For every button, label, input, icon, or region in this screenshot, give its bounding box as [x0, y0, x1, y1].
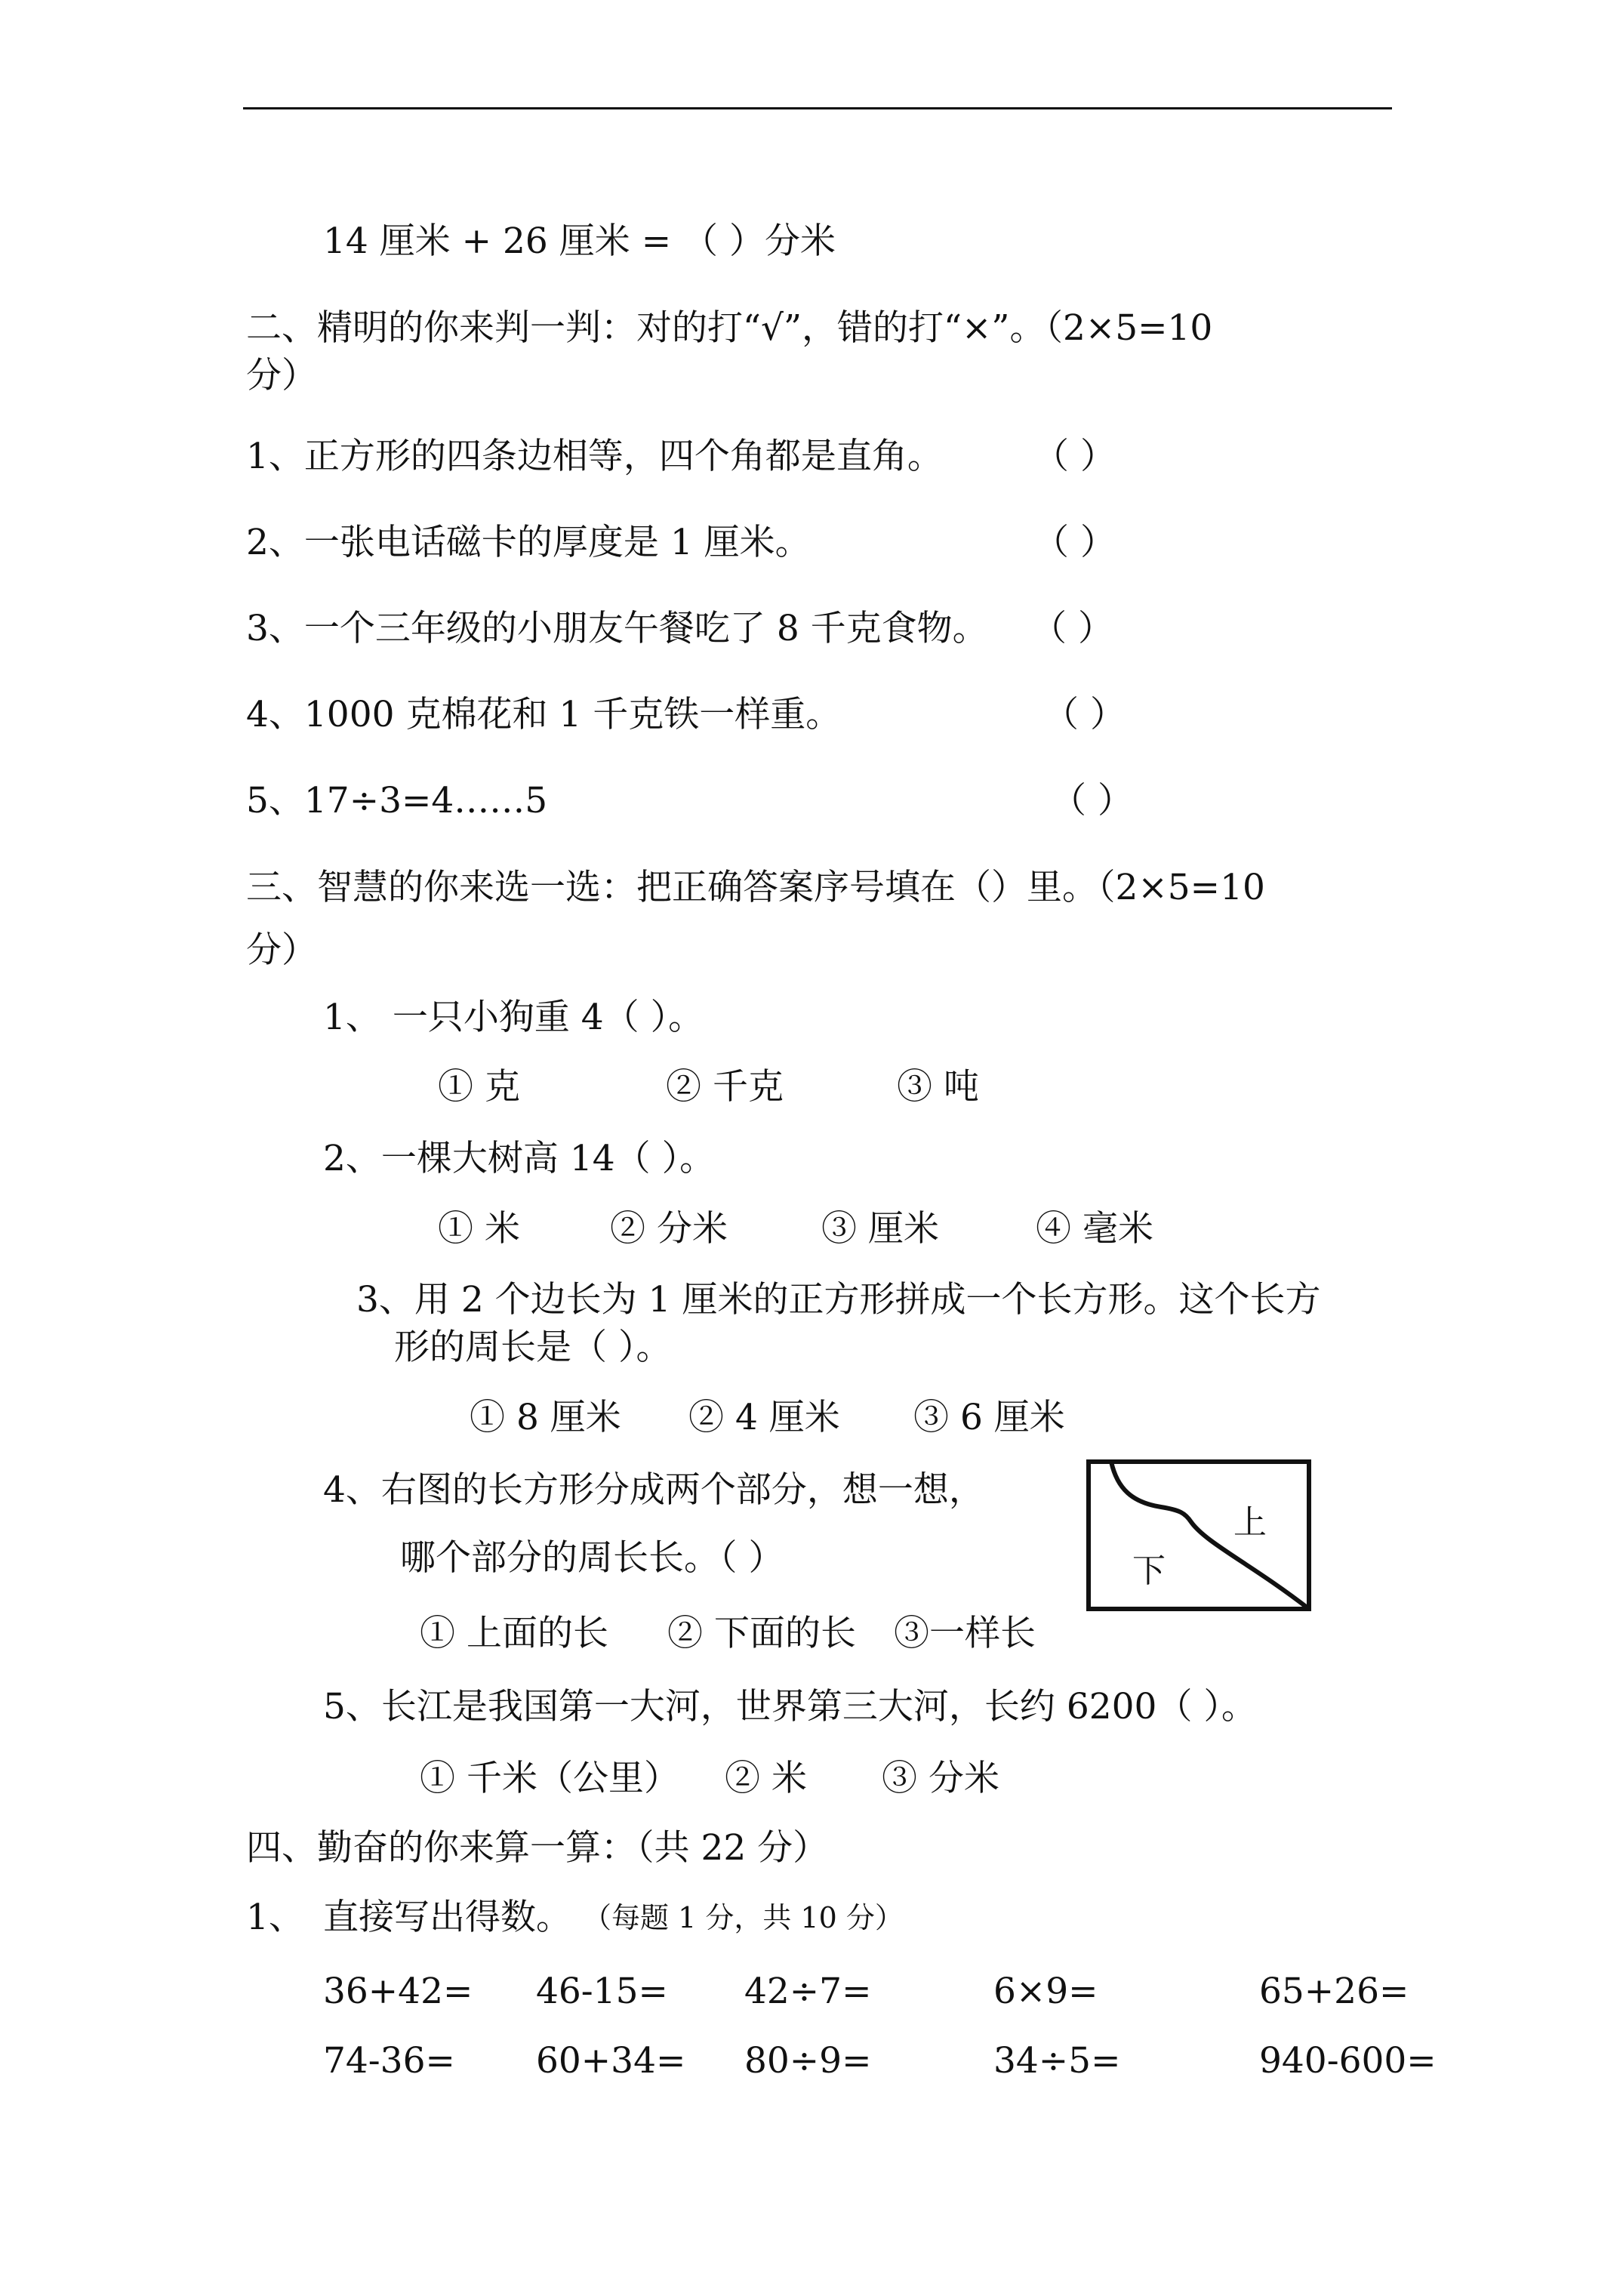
section-3-heading: 三、智慧的你来选一选：把正确答案序号填在（）里。（2×5=10 [246, 867, 1265, 908]
calc-row-1 [323, 1969, 1471, 2014]
choice-q4-stem: 4、右图的长方形分成两个部分，想一想， [323, 1469, 984, 1511]
choice-q3-stem-cont: 形的周长是（ ）。 [394, 1327, 672, 1368]
option-c[interactable]: ③ 6 厘米 [913, 1397, 1065, 1438]
option-b[interactable]: ② 4 厘米 [688, 1397, 840, 1438]
calc-problem[interactable]: 940-600= [1259, 2040, 1437, 2082]
option-c[interactable]: ③ 分米 [882, 1758, 999, 1799]
section-4-heading: 四、勤奋的你来算一算：（共 22 分） [246, 1827, 829, 1869]
calc-sub1-heading [246, 1895, 1152, 1940]
answer-parentheses[interactable]: （ ） [1043, 694, 1126, 735]
choice-q4-options [420, 1611, 1099, 1657]
option-a[interactable]: ① 8 厘米 [470, 1397, 621, 1438]
section-3-heading-cont: 分） [246, 929, 317, 971]
choice-q1-options [438, 1065, 1117, 1110]
section-2-heading-cont: 分） [246, 355, 317, 396]
choice-q2-options [438, 1207, 1268, 1252]
judge-item-5 [246, 778, 1227, 824]
calc-problem[interactable]: 80÷9= [744, 2040, 872, 2082]
option-a[interactable]: ① 上面的长 [420, 1613, 608, 1654]
option-b[interactable]: ② 米 [725, 1758, 807, 1799]
option-c[interactable]: ③ 吨 [897, 1066, 979, 1108]
choice-q5-stem: 5、长江是我国第一大河，世界第三大河，长约 6200（ ）。 [323, 1686, 1257, 1727]
answer-parentheses[interactable]: （ ） [1033, 522, 1116, 563]
calc-problem[interactable]: 42÷7= [744, 1971, 872, 2012]
option-c[interactable]: ③一样长 [894, 1613, 1036, 1654]
calc-problem[interactable]: 34÷5= [993, 2040, 1121, 2082]
sub-item-note: （每题 1 分，共 10 分） [583, 1901, 904, 1934]
calc-problem[interactable]: 65+26= [1259, 1971, 1409, 2012]
option-c[interactable]: ③ 厘米 [821, 1208, 939, 1250]
option-a[interactable]: ① 克 [438, 1066, 520, 1108]
calc-problem[interactable]: 36+42= [323, 1971, 473, 2012]
judge-item-text: 3、一个三年级的小朋友午餐吃了 8 千克食物。 [246, 608, 988, 649]
answer-parentheses[interactable]: （ ） [1033, 436, 1116, 477]
calc-row-2 [323, 2039, 1471, 2084]
choice-q4-stem-cont: 哪个部分的周长长。（ ） [400, 1537, 784, 1579]
judge-item-text: 5、17÷3=4……5 [246, 780, 548, 821]
option-b[interactable]: ② 分米 [610, 1208, 728, 1250]
unit-conversion-item: 14 厘米 + 26 厘米 = （ ）分米 [323, 220, 836, 262]
header-rule [243, 107, 1392, 109]
option-b[interactable]: ② 下面的长 [667, 1613, 856, 1654]
sub-item-number: 1、 [246, 1897, 304, 1938]
section-2-heading: 二、精明的你来判一判：对的打“√”，错的打“×”。（2×5=10 [246, 307, 1213, 349]
calc-problem[interactable]: 74-36= [323, 2040, 455, 2082]
answer-parentheses[interactable]: （ ） [1031, 608, 1113, 649]
choice-q3-options [470, 1395, 1149, 1441]
option-a[interactable]: ① 米 [438, 1208, 520, 1250]
judge-item-3 [246, 606, 1227, 652]
rectangle-diagram [1086, 1459, 1312, 1612]
judge-item-1 [246, 434, 1227, 479]
judge-item-4 [246, 692, 1227, 738]
calc-problem[interactable]: 46-15= [536, 1971, 668, 2012]
judge-item-2 [246, 520, 1227, 566]
sub-item-title: 直接写出得数。 [323, 1897, 571, 1938]
option-b[interactable]: ② 千克 [666, 1066, 784, 1108]
judge-item-text: 4、1000 克棉花和 1 千克铁一样重。 [246, 694, 842, 735]
option-d[interactable]: ④ 毫米 [1036, 1208, 1153, 1250]
judge-item-text: 1、正方形的四条边相等，四个角都是直角。 [246, 436, 943, 477]
lower-region-label: 下 [1132, 1552, 1166, 1590]
choice-q2-stem: 2、一棵大树高 14（ ）。 [323, 1138, 716, 1179]
upper-region-label: 上 [1233, 1503, 1267, 1542]
divided-rectangle-figure [1086, 1459, 1312, 1612]
option-a[interactable]: ① 千米（公里） [420, 1758, 679, 1799]
choice-q5-options [420, 1756, 1099, 1801]
choice-q1-stem: 1、 一只小狗重 4（ ）。 [323, 997, 704, 1038]
answer-parentheses[interactable]: （ ） [1051, 780, 1133, 821]
calc-problem[interactable]: 6×9= [993, 1971, 1098, 2012]
choice-q3-stem: 3、用 2 个边长为 1 厘米的正方形拼成一个长方形。这个长方 [356, 1279, 1321, 1321]
judge-item-text: 2、一张电话磁卡的厚度是 1 厘米。 [246, 522, 811, 563]
calc-problem[interactable]: 60+34= [536, 2040, 686, 2082]
